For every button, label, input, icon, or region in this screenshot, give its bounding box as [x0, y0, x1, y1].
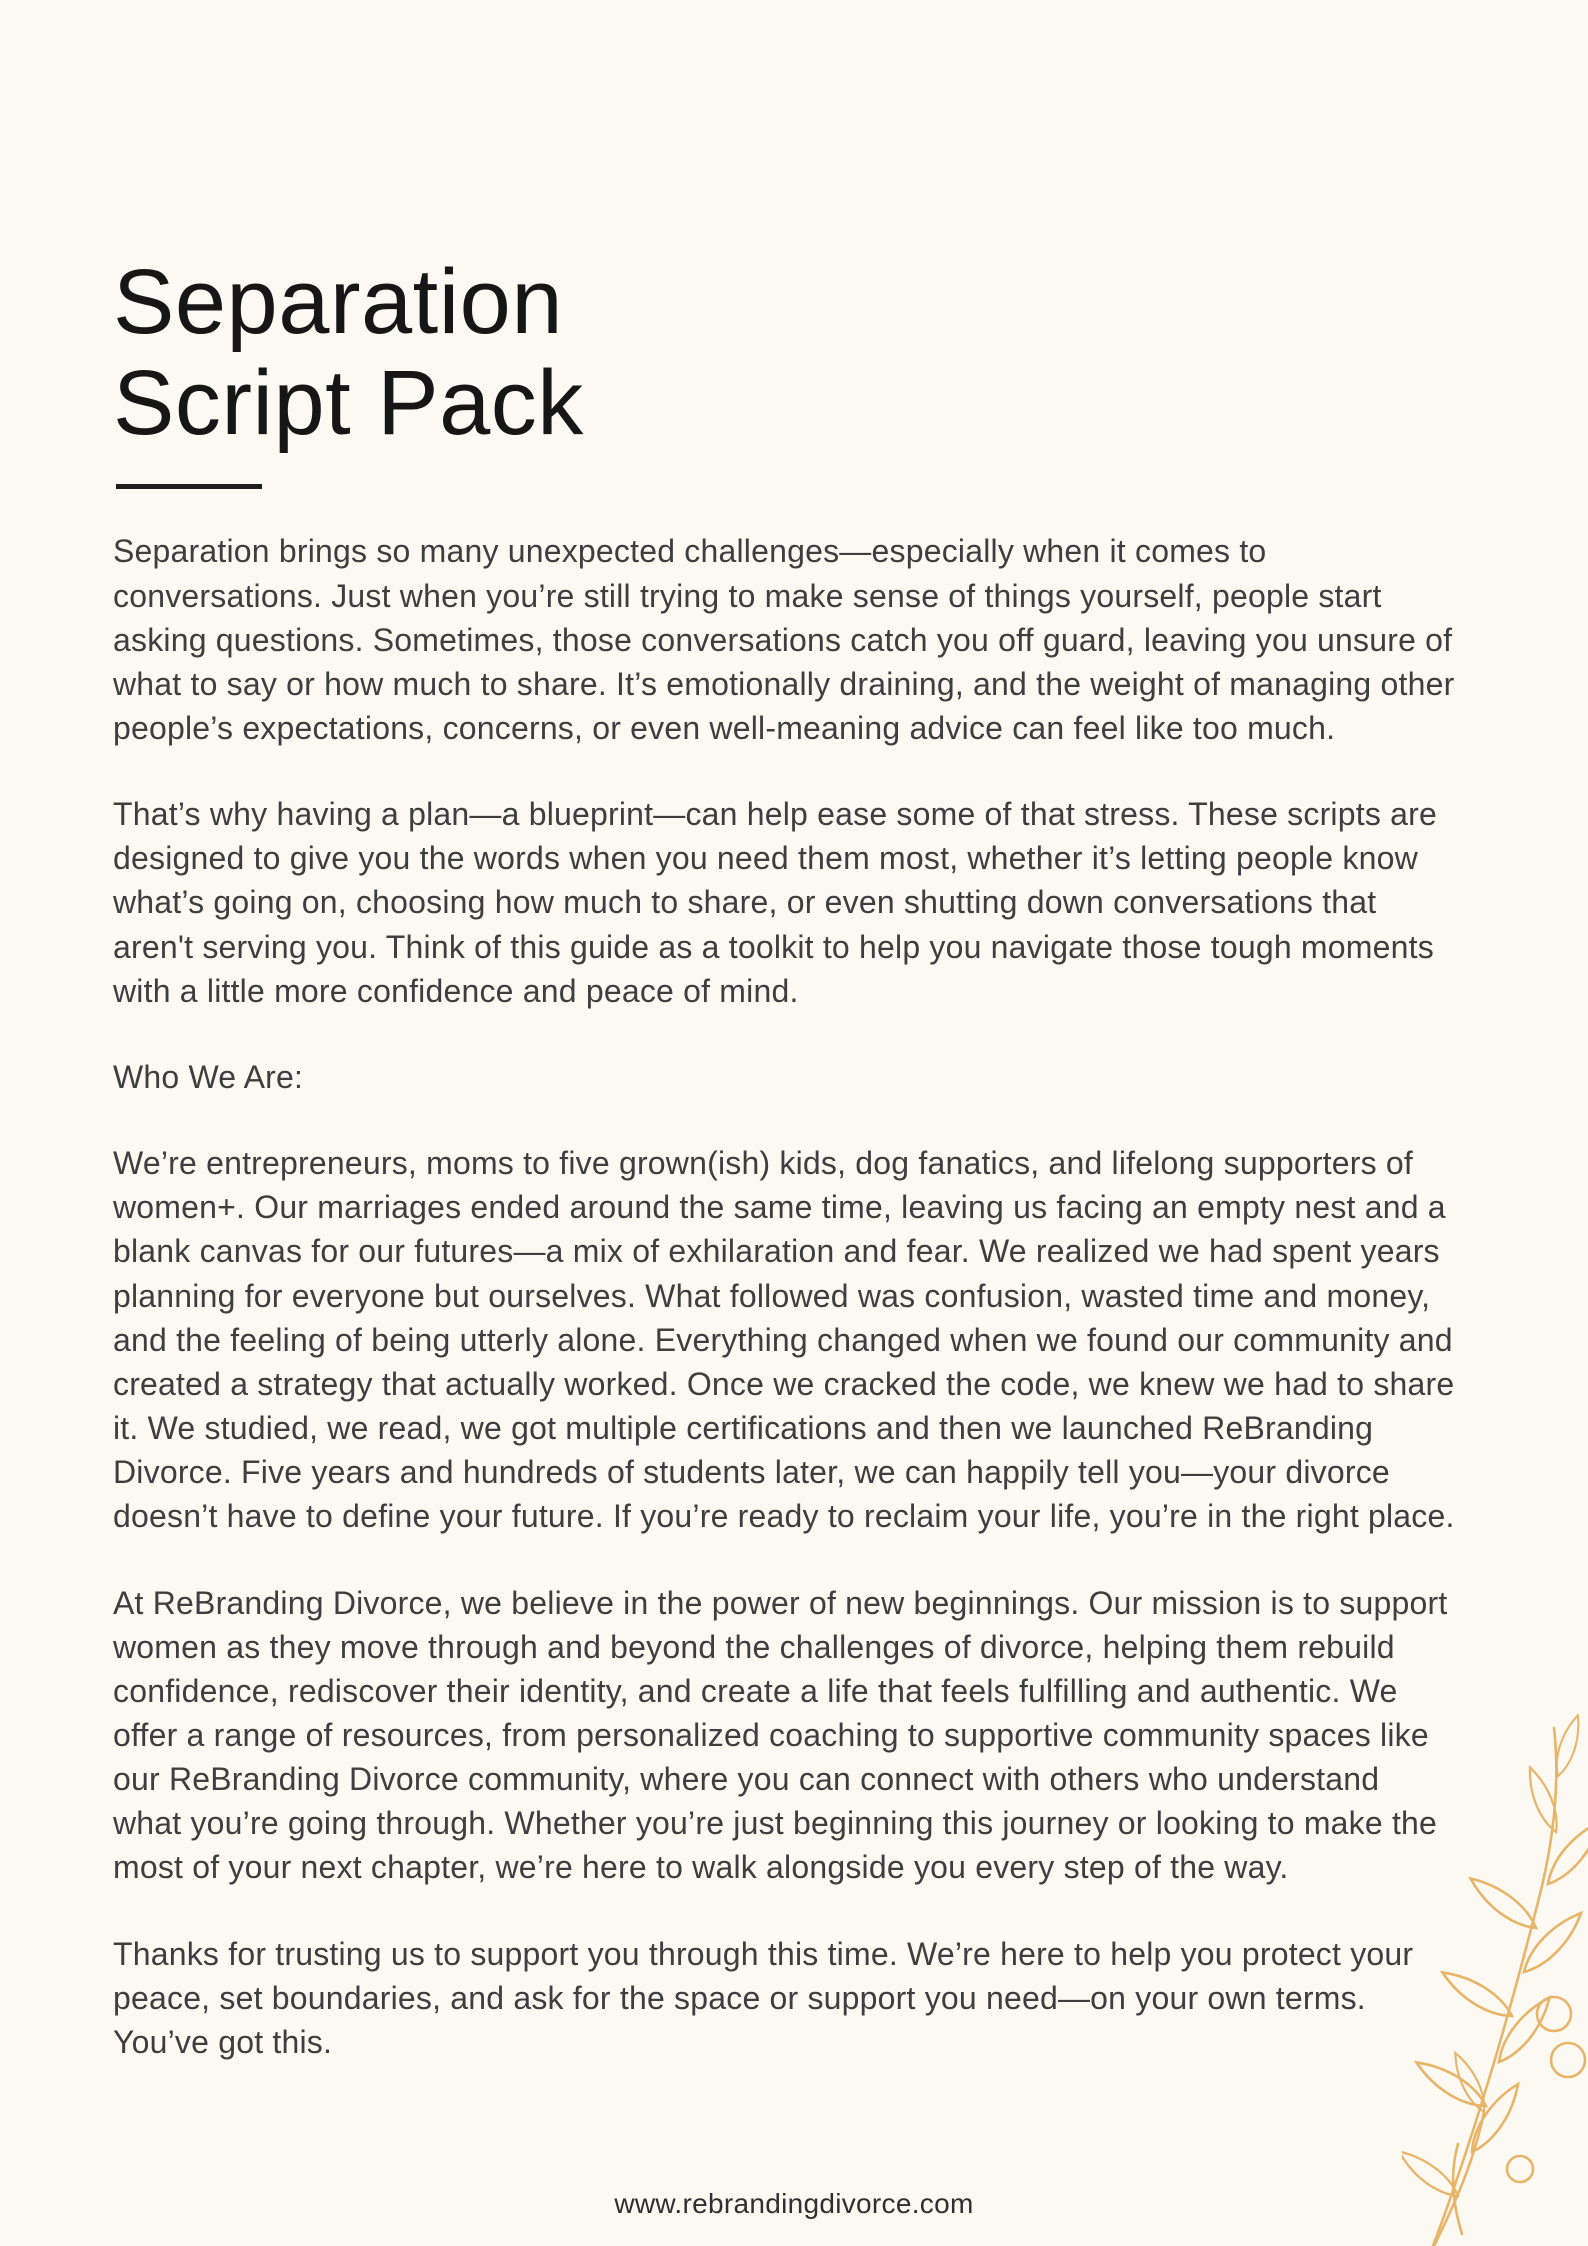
title-line-2: Script Pack	[113, 352, 584, 455]
closing-paragraph: Thanks for trusting us to support you through this time. We’re here to help you protect your peace, set boundaries, and ask for the space or support you need—on your own terms. You’ve got this.	[113, 1935, 1414, 2060]
title-divider	[116, 484, 262, 489]
footer-url: www.rebrandingdivorce.com	[614, 2188, 974, 2219]
about-paragraph: We’re entrepreneurs, moms to five grown(ish) kids, dog fanatics, and lifelong supporters of women+. Our marriages ended around the same time, leaving us facing an empty nest and a blank canvas for our futures—a mix of exhilaration and fear. We realized we had spent years planning for everyone but ourselves. What followed was confusion, wasted time and money, and the feeling of being utterly alone. Everything changed when we found our community and created a strategy that actually worked. Once we cracked the code, we knew we had to share it. We studied, we read, we got multiple certifications and then we launched ReBranding Divorce. Five years and hundreds of students later, we can happily tell you—your divorce doesn’t have to define your future. If you’re ready to reclaim your life, you’re in the right place.	[113, 1145, 1455, 1535]
section-heading-who-we-are: Who We Are:	[113, 1058, 304, 1095]
intro-paragraph-1: Separation brings so many unexpected challenges—especially when it comes to conversations. Just when you’re still trying to make sense of things yourself, people start asking questions. Sometimes, those conversations catch you off guard, leaving you unsure of what to say or how much to share. It’s emotionally draining, and the weight of managing other people’s expectations, concerns, or even well-meaning advice can feel like too much.	[113, 533, 1455, 746]
mission-paragraph: At ReBranding Divorce, we believe in the power of new beginnings. Our mission is to support women as they move through and beyond the challenges of divorce, helping them rebuild confidence, rediscover their identity, and create a life that feels fulfilling and authentic. We offer a range of resources, from personalized coaching to supportive community spaces like our ReBranding Divorce community, where you can connect with others who understand what you’re going through. Whether you’re just beginning this journey or looking to make the most of your next chapter, we’re here to walk alongside you every step of the way.	[113, 1584, 1448, 1886]
intro-paragraph-2: That’s why having a plan—a blueprint—can help ease some of that stress. These scripts are designed to give you the words when you need them most, whether it’s letting people know what’s going on, choosing how much to share, or even shutting down conversations that aren't serving you. Think of this guide as a toolkit to help you navigate those tough moments with a little more confidence and peace of mind.	[113, 796, 1437, 1009]
title-line-1: Separation	[113, 251, 563, 353]
page-title	[113, 252, 1470, 454]
